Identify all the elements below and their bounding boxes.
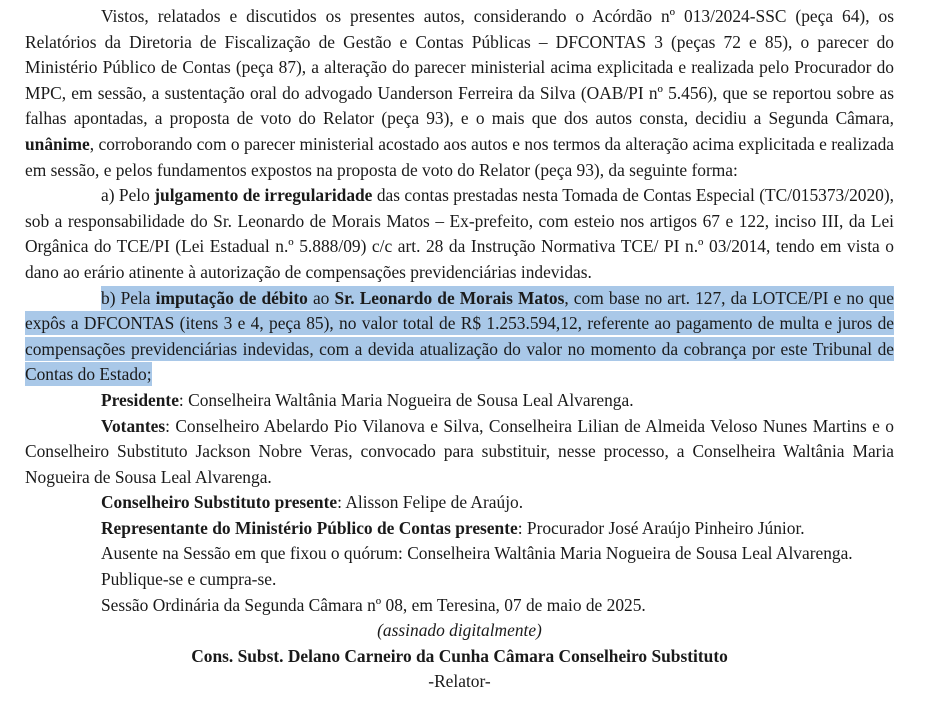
presidente-line [25,388,894,414]
votantes-text: : Conselheiro Abelardo Pio Vilanova e Silva, Conselheira Lilian de Almeida Veloso Nunes Martins e o Conselheiro Substituto Jackson Nobre Veras, convocado para substituir, nesse processo, a Conselheira Waltânia Maria Nogueira de Sousa Leal Alvarenga. [25,415,894,487]
document-body [25,4,894,695]
representante-line [25,516,894,542]
substituto-text: : Alisson Felipe de Araújo. [337,492,524,513]
presidente-label: Presidente [101,389,179,410]
item-a-label: a) Pelo [101,185,155,206]
item-b-label[interactable]: b) Pela [101,287,156,308]
presidente-text: : Conselheira Waltânia Maria Nogueira de Sousa Leal Alvarenga. [178,389,634,410]
signer-name: Cons. Subst. Delano Carneiro da Cunha Câmara Conselheiro Substituto [191,645,728,666]
signer-line [25,644,894,670]
substituto-label: Conselheiro Substituto presente [101,492,338,513]
representante-text: : Procurador José Araújo Pinheiro Júnior. [517,517,805,538]
item-b-bold-debito[interactable]: imputação de débito [155,287,308,308]
intro-paragraph [25,4,894,183]
representante-label: Representante do Ministério Público de Contas presente [101,517,518,538]
intro-text-continued: , corroborando com o parecer ministerial acostado aos autos e nos termos da alteração acima explicitada e realizada em sessão, e pelos fundamentos expostos na proposta de voto do Relator (peça 93), da seguinte forma: [25,133,894,180]
item-b-bold-name[interactable]: Sr. Leonardo de Morais Matos [334,287,565,308]
item-b-paragraph[interactable] [25,286,894,388]
item-b-text[interactable]: ao [307,287,335,308]
item-a-paragraph [25,183,894,285]
ausente-paragraph: Ausente na Sessão em que fixou o quórum: Conselheira Waltânia Maria Nogueira de Sousa Leal Alvarenga. [101,543,853,564]
votantes-label: Votantes [101,415,166,436]
sessao-line: Sessão Ordinária da Segunda Câmara nº 08, em Teresina, 07 de maio de 2025. [101,594,646,615]
intro-text: Vistos, relatados e discutidos os presentes autos, considerando o Acórdão nº 013/2024-SSC (peça 64), os Relatórios da Diretoria de Fiscalização de Gestão e Contas Públicas – DFCONTAS 3 (peças 72 e 85), o parecer do Ministério Público de Contas (peça 87), a alteração do parecer ministerial acima explicitada e realizada pelo Procurador do MPC, em sessão, a sustentação oral do advogado Uanderson Ferreira da Silva (OAB/PI nº 5.456), que se reportou sobre as falhas apontadas, a proposta de voto do Relator (peça 93), e o mais que dos autos consta, decidiu a Segunda Câmara, [25,6,894,129]
publique-line: Publique-se e cumpra-se. [101,569,277,590]
item-a-bold: julgamento de irregularidade [154,185,373,206]
item-a-text: das contas prestadas nesta Tomada de Contas Especial (TC/015373/2020), sob a responsabilidade do Sr. Leonardo de Morais Matos – Ex-prefeito, com esteio nos artigos 67 e 122, inciso III, da Lei Orgânica do TCE/PI (Lei Estadual n.º 5.888/09) c/c art. 28 da Instrução Normativa TCE/ PI n.º 03/2014, tendo em vista o dano ao erário atinente à autorização de compensações previdenciárias indevidas. [25,185,895,282]
substituto-line [25,490,894,516]
votantes-paragraph [25,414,894,491]
item-b-text-continued[interactable]: , com base no art. 127, da LOTCE/PI e no que expôs a DFCONTAS (itens 3 e 4, peça 85), no valor total de R$ 1.253.594,12, referente ao pagamento de multa e juros de compensações previdenciárias indevidas, com a devida atualização do valor no momento da cobrança por este Tribunal de Contas do Estado; [25,287,894,385]
unanime-bold: unânime [25,133,90,154]
assinado-line: (assinado digitalmente) [377,620,542,641]
role-line: -Relator- [428,671,491,692]
